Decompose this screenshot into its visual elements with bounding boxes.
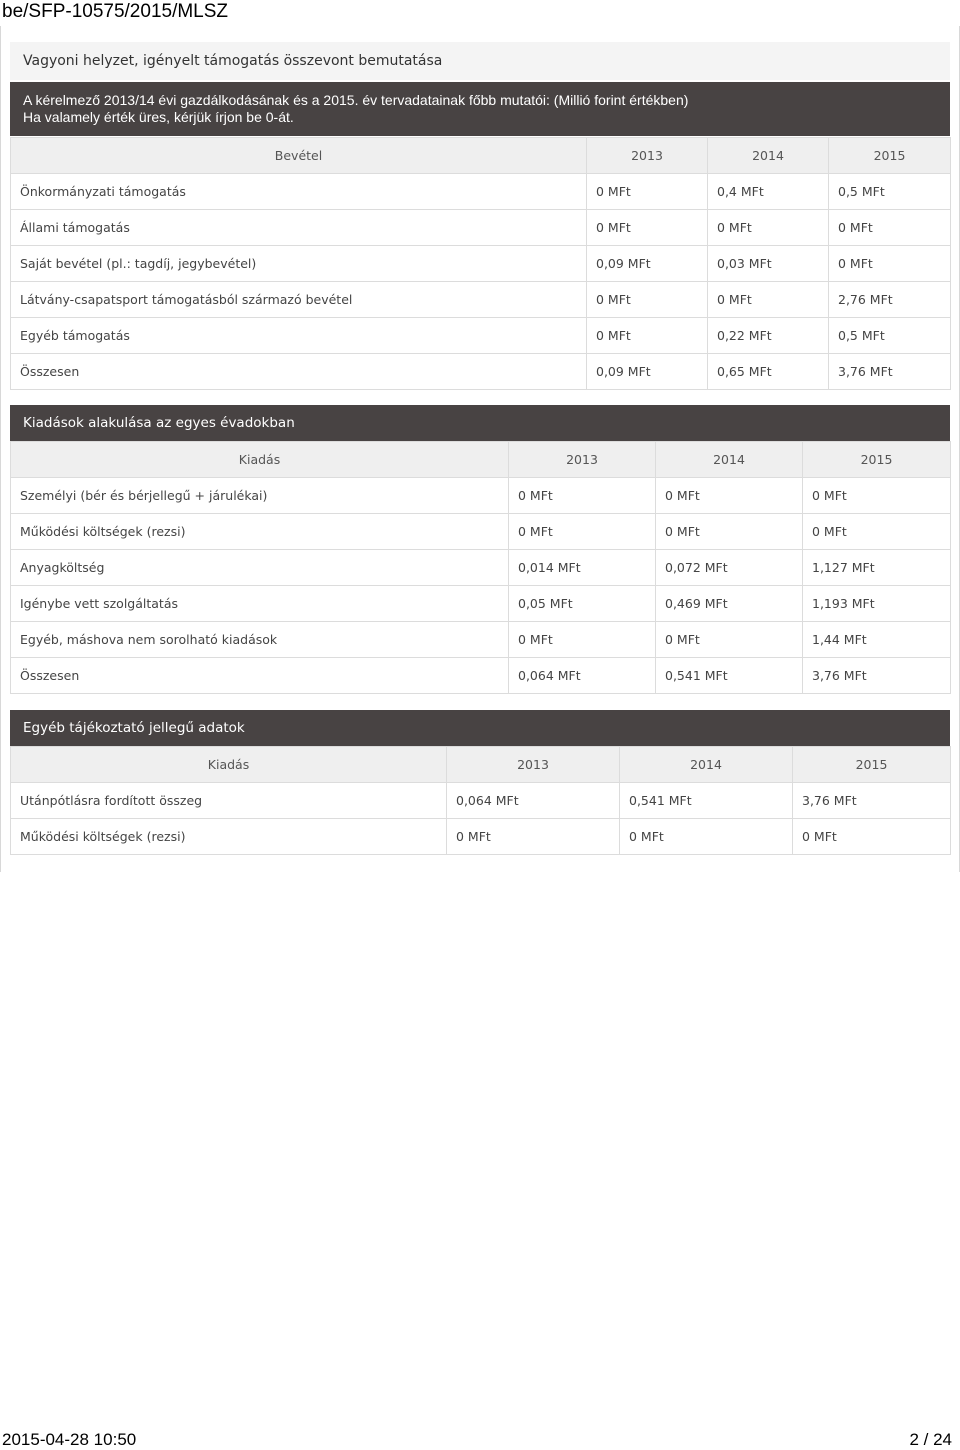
cell-value: 0 MFt [829,210,951,246]
cell-value: 0,469 MFt [656,586,803,622]
cell-value: 0 MFt [447,819,620,855]
column-header: 2015 [793,747,951,783]
info-box [10,82,950,136]
row-label: Igénybe vett szolgáltatás [11,586,509,622]
page-header: be/SFP-10575/2015/MLSZ [2,1,229,22]
row-label: Összesen [11,354,587,390]
cell-value: 0 MFt [509,622,656,658]
column-header: Kiadás [11,442,509,478]
cell-value: 1,193 MFt [803,586,951,622]
table-header-row [11,442,951,478]
row-label: Személyi (bér és bérjellegű + járulékai) [11,478,509,514]
table-row [11,550,951,586]
cell-value: 3,76 MFt [803,658,951,694]
row-label: Látvány-csapatsport támogatásból származó bevétel [11,282,587,318]
cell-value: 0 MFt [620,819,793,855]
table-row [11,246,951,282]
row-label: Működési költségek (rezsi) [11,819,447,855]
column-header: 2014 [708,138,829,174]
table-row [11,210,951,246]
cell-value: 0 MFt [829,246,951,282]
column-header: 2014 [620,747,793,783]
info-line-2: Ha valamely érték üres, kérjük írjon be 0-át. [23,109,294,125]
row-label: Önkormányzati támogatás [11,174,587,210]
cell-value: 2,76 MFt [829,282,951,318]
cell-value: 0,09 MFt [587,354,708,390]
cell-value: 0 MFt [656,622,803,658]
section-title-egyeb-adatok: Egyéb tájékoztató jellegű adatok [10,710,950,746]
row-label: Egyéb, máshova nem sorolható kiadások [11,622,509,658]
cell-value: 0 MFt [708,210,829,246]
cell-value: 0 MFt [587,318,708,354]
row-label: Működési költségek (rezsi) [11,514,509,550]
table-row-total [11,354,951,390]
row-label: Összesen [11,658,509,694]
section-title-kiadasok: Kiadások alakulása az egyes évadokban [10,405,950,441]
cell-value: 0 MFt [587,282,708,318]
cell-value: 0,03 MFt [708,246,829,282]
cell-value: 0 MFt [509,514,656,550]
row-label: Anyagköltség [11,550,509,586]
table-row [11,282,951,318]
cell-value: 0 MFt [587,174,708,210]
column-header: Bevétel [11,138,587,174]
cell-value: 0,064 MFt [447,783,620,819]
cell-value: 0,09 MFt [587,246,708,282]
table-row [11,478,951,514]
column-header: 2013 [587,138,708,174]
cell-value: 0,064 MFt [509,658,656,694]
section-title-vagyoni-helyzet: Vagyoni helyzet, igényelt támogatás összevont bemutatása [10,42,950,80]
column-header: 2013 [447,747,620,783]
table-row [11,318,951,354]
column-header: Kiadás [11,747,447,783]
cell-value: 3,76 MFt [793,783,951,819]
cell-value: 0,5 MFt [829,318,951,354]
table-row-total [11,658,951,694]
cell-value: 0,541 MFt [620,783,793,819]
cell-value: 0 MFt [656,478,803,514]
cell-value: 1,127 MFt [803,550,951,586]
cell-value: 0 MFt [803,514,951,550]
cell-value: 0,22 MFt [708,318,829,354]
column-header: 2015 [803,442,951,478]
row-label: Saját bevétel (pl.: tagdíj, jegybevétel) [11,246,587,282]
cell-value: 0,014 MFt [509,550,656,586]
table-row [11,514,951,550]
row-label: Utánpótlásra fordított összeg [11,783,447,819]
kiadas-table [10,441,951,694]
cell-value: 0,072 MFt [656,550,803,586]
column-header: 2015 [829,138,951,174]
cell-value: 0 MFt [587,210,708,246]
cell-value: 0,4 MFt [708,174,829,210]
table-row [11,586,951,622]
cell-value: 0 MFt [656,514,803,550]
footer-timestamp: 2015-04-28 10:50 [2,1430,137,1449]
table-row [11,174,951,210]
cell-value: 0 MFt [803,478,951,514]
column-header: 2013 [509,442,656,478]
egyeb-table [10,746,951,855]
cell-value: 1,44 MFt [803,622,951,658]
cell-value: 0,65 MFt [708,354,829,390]
cell-value: 0 MFt [509,478,656,514]
table-row [11,783,951,819]
table-row [11,622,951,658]
cell-value: 3,76 MFt [829,354,951,390]
row-label: Egyéb támogatás [11,318,587,354]
bevetel-table [10,137,951,390]
cell-value: 0 MFt [793,819,951,855]
row-label: Állami támogatás [11,210,587,246]
footer-page-number: 2 / 24 [909,1430,952,1449]
cell-value: 0 MFt [708,282,829,318]
info-line-1: A kérelmező 2013/14 évi gazdálkodásának és a 2015. év tervadatainak főbb mutatói: (Millió forint értékben) [23,92,689,108]
table-row [11,819,951,855]
table-header-row [11,138,951,174]
cell-value: 0,05 MFt [509,586,656,622]
cell-value: 0,5 MFt [829,174,951,210]
column-header: 2014 [656,442,803,478]
table-header-row [11,747,951,783]
cell-value: 0,541 MFt [656,658,803,694]
